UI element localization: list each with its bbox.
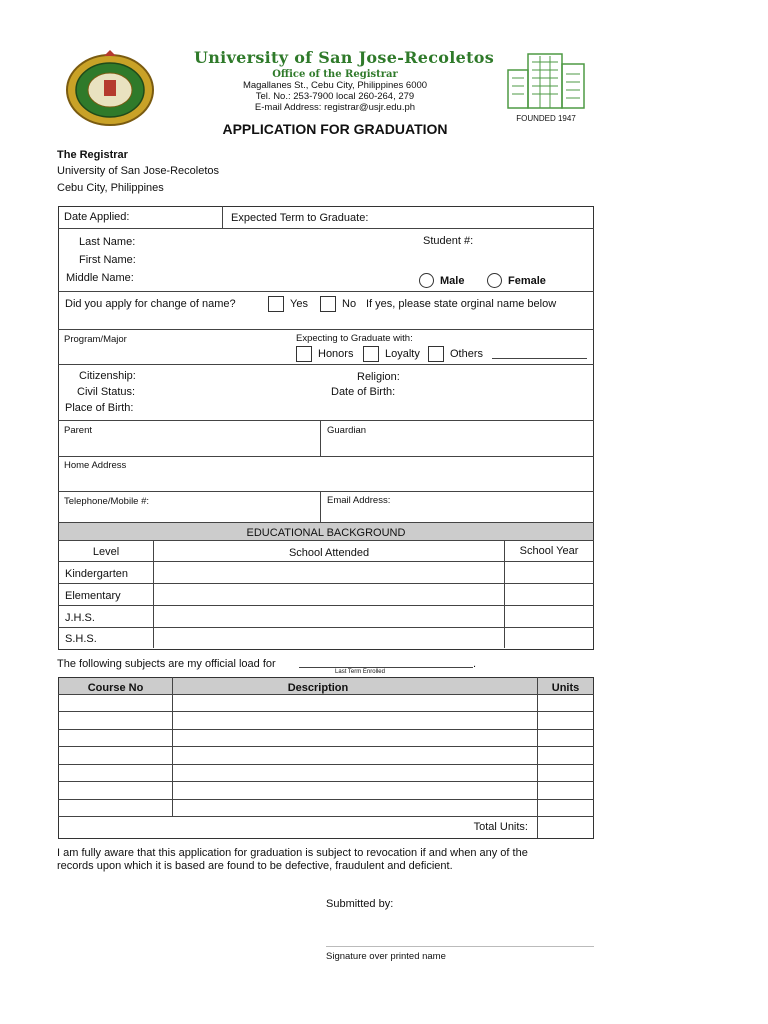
date-applied-label[interactable]: Date Applied: <box>64 211 130 223</box>
email-line: E-mail Address: registrar@usjr.edu.ph <box>254 102 416 113</box>
subjects-table <box>58 677 594 839</box>
row-divider <box>58 561 594 562</box>
row-divider <box>58 329 594 330</box>
home-address-label[interactable]: Home Address <box>64 460 127 471</box>
level-shs: S.H.S. <box>65 633 97 645</box>
date-of-birth-label[interactable]: Date of Birth: <box>331 386 396 398</box>
col-divider <box>320 420 321 456</box>
middle-name-label[interactable]: Middle Name: <box>66 272 134 284</box>
row-divider <box>58 456 594 457</box>
description-header: Description <box>287 682 349 694</box>
school-attended-header: School Attended <box>288 547 370 559</box>
expected-term-label[interactable]: Expected Term to Graduate: <box>231 212 369 224</box>
subjects-intro: The following subjects are my official load for <box>57 658 276 670</box>
others-specify-line[interactable] <box>492 358 587 359</box>
row-divider <box>58 291 594 292</box>
row-divider <box>58 746 594 747</box>
student-number-label[interactable]: Student #: <box>423 235 474 247</box>
program-major-label[interactable]: Program/Major <box>64 334 127 345</box>
level-header: Level <box>92 546 120 558</box>
expecting-graduate-label: Expecting to Graduate with: <box>296 333 413 344</box>
declaration-line-1: I am fully aware that this application for graduation is subject to revocation if and when any of the <box>57 847 528 859</box>
first-name-label[interactable]: First Name: <box>79 254 136 266</box>
office-name: Office of the Registrar <box>272 69 398 80</box>
last-name-label[interactable]: Last Name: <box>79 236 136 248</box>
male-radio[interactable] <box>419 273 434 288</box>
change-name-no-checkbox[interactable] <box>320 296 336 312</box>
row-divider <box>58 711 594 712</box>
row-divider <box>58 364 594 365</box>
row-divider <box>58 627 594 628</box>
row-divider <box>58 799 594 800</box>
school-year-header: School Year <box>519 545 579 557</box>
form-title: APPLICATION FOR GRADUATION <box>222 121 448 137</box>
loyalty-label: Loyalty <box>385 348 420 360</box>
row-divider <box>58 605 594 606</box>
units-header: Units <box>551 682 580 694</box>
university-name: University of San Jose-Recoletos <box>194 48 495 67</box>
row-divider <box>58 729 594 730</box>
citizenship-label[interactable]: Citizenship: <box>79 370 136 382</box>
female-radio[interactable] <box>487 273 502 288</box>
level-jhs: J.H.S. <box>65 612 95 624</box>
change-name-yes-label: Yes <box>290 298 308 310</box>
col-divider <box>172 677 173 816</box>
male-label: Male <box>440 275 465 287</box>
term-enrolled-caption: Last Term Enrolled <box>335 669 385 675</box>
col-divider <box>537 677 538 838</box>
row-divider <box>58 540 594 541</box>
university-seal <box>64 50 156 128</box>
row-divider <box>58 491 594 492</box>
col-divider <box>320 491 321 522</box>
row-divider <box>58 583 594 584</box>
total-units-label: Total Units: <box>473 821 528 833</box>
course-no-header: Course No <box>87 682 144 694</box>
recipient-title: The Registrar <box>57 149 128 161</box>
guardian-label[interactable]: Guardian <box>327 425 367 436</box>
building-logo <box>506 50 586 110</box>
level-kindergarten: Kindergarten <box>65 568 128 580</box>
recipient-university: University of San Jose-Recoletos <box>57 165 220 177</box>
religion-label[interactable]: Religion: <box>357 371 400 383</box>
declaration-line-2: records upon which it is based are found to be defective, fraudulent and deficient. <box>57 860 453 872</box>
change-name-question: Did you apply for change of name? <box>65 298 236 310</box>
submitted-by-label: Submitted by: <box>326 898 394 910</box>
others-label: Others <box>450 348 484 360</box>
honors-checkbox[interactable] <box>296 346 312 362</box>
founded-caption: FOUNDED 1947 <box>516 114 576 123</box>
female-label: Female <box>508 275 546 287</box>
civil-status-label[interactable]: Civil Status: <box>77 386 136 398</box>
change-name-no-label: No <box>342 298 357 310</box>
honors-label: Honors <box>318 348 354 360</box>
telephone-label[interactable]: Telephone/Mobile #: <box>64 496 150 507</box>
level-elementary: Elementary <box>65 590 121 602</box>
row-divider <box>58 781 594 782</box>
recipient-city: Cebu City, Philippines <box>57 182 164 194</box>
row-divider <box>58 420 594 421</box>
signature-caption: Signature over printed name <box>326 951 446 962</box>
subjects-intro-end: . <box>473 658 477 670</box>
email-address-label[interactable]: Email Address: <box>327 495 391 506</box>
term-enrolled-line[interactable] <box>299 667 473 668</box>
telephone-line: Tel. No.: 253-7900 local 260-264, 279 <box>255 91 415 102</box>
place-of-birth-label[interactable]: Place of Birth: <box>65 402 134 414</box>
education-section-title: EDUCATIONAL BACKGROUND <box>246 527 406 539</box>
row-divider <box>58 228 594 229</box>
loyalty-checkbox[interactable] <box>363 346 379 362</box>
original-name-instruction: If yes, please state orginal name below <box>366 298 557 310</box>
others-checkbox[interactable] <box>428 346 444 362</box>
row-divider <box>58 816 594 817</box>
signature-line[interactable] <box>326 946 594 947</box>
row-divider <box>58 764 594 765</box>
col-divider <box>222 206 223 228</box>
change-name-yes-checkbox[interactable] <box>268 296 284 312</box>
address-line: Magallanes St., Cebu City, Philippines 6000 <box>242 80 428 91</box>
parent-label[interactable]: Parent <box>64 425 92 436</box>
